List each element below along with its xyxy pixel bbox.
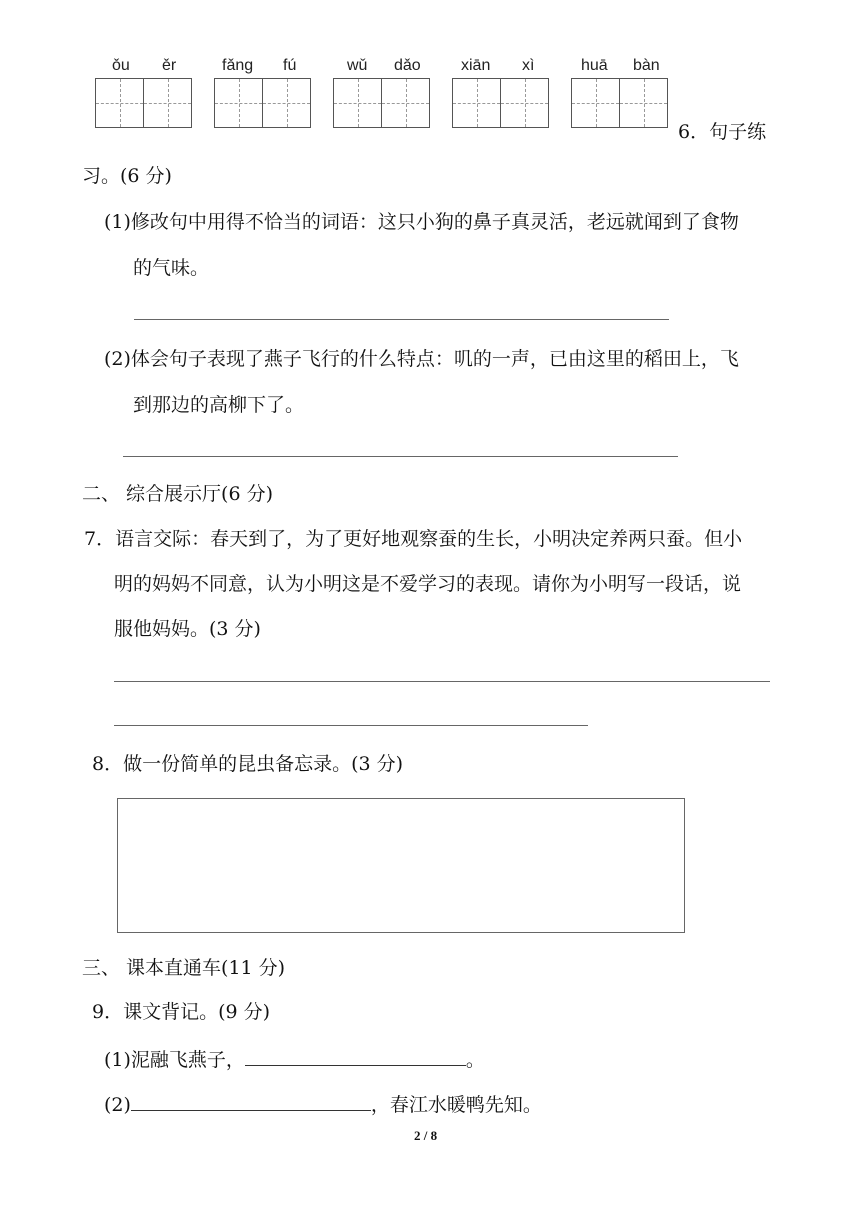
answer-line[interactable] — [114, 725, 588, 726]
question-6-sub1-cont: 的气味。 — [133, 257, 210, 279]
writing-grid[interactable] — [333, 78, 429, 130]
question-7-cont: 服他妈妈。(3 分) — [114, 618, 261, 640]
fill-blank[interactable] — [245, 1045, 466, 1066]
writing-grid[interactable] — [214, 78, 310, 130]
question-6-sub2: (2)体会句子表现了燕子飞行的什么特点：叽的一声，已由这里的稻田上，飞 — [104, 348, 739, 370]
grid-cell[interactable] — [262, 78, 311, 128]
page-number: 2 / 8 — [414, 1128, 438, 1143]
grid-cell[interactable] — [571, 78, 620, 128]
pinyin-syllable: ǒu — [112, 57, 130, 74]
grid-cell[interactable] — [333, 78, 382, 128]
question-9-sub2 — [104, 1090, 542, 1118]
grid-cell[interactable] — [381, 78, 430, 128]
poem-line-prefix: (1)泥融飞燕子， — [104, 1049, 245, 1071]
question-8: 8．做一份简单的昆虫备忘录。(3 分) — [92, 753, 404, 775]
fill-blank[interactable] — [131, 1090, 371, 1111]
grid-cell[interactable] — [619, 78, 668, 128]
poem-line-suffix: ，春江水暖鸭先知。 — [370, 1094, 542, 1116]
pinyin-syllable: fǎng — [222, 57, 254, 74]
question-9-sub1 — [104, 1045, 485, 1073]
question-9: 9．课文背记。(9 分) — [92, 1001, 271, 1023]
pinyin-syllable: fú — [283, 57, 297, 74]
writing-grid[interactable] — [452, 78, 548, 130]
question-7: 7．语言交际：春天到了，为了更好地观察蚕的生长，小明决定养两只蚕。但小 — [84, 528, 743, 550]
grid-cell[interactable] — [452, 78, 501, 128]
poem-line-prefix: (2) — [104, 1094, 131, 1116]
question-6-label-cont: 习。(6 分) — [82, 165, 172, 187]
question-6-label: 6．句子练 — [678, 121, 767, 143]
question-6-sub2-cont: 到那边的高柳下了。 — [133, 394, 305, 416]
pinyin-syllable: ěr — [162, 57, 177, 74]
answer-line[interactable] — [123, 456, 678, 457]
grid-cell[interactable] — [95, 78, 144, 128]
answer-line[interactable] — [134, 319, 669, 320]
grid-cell[interactable] — [143, 78, 192, 128]
pinyin-syllable: wǔ — [347, 57, 368, 74]
question-7-cont: 明的妈妈不同意，认为小明这是不爱学习的表现。请你为小明写一段话，说 — [114, 573, 742, 595]
pinyin-syllable: huā — [581, 57, 608, 74]
answer-line[interactable] — [114, 681, 770, 682]
section-3-title: 三、 课本直通车(11 分) — [82, 957, 286, 979]
writing-grid[interactable] — [571, 78, 667, 130]
question-6-sub1: (1)修改句中用得不恰当的词语：这只小狗的鼻子真灵活，老远就闻到了食物 — [104, 211, 739, 233]
writing-grid[interactable] — [95, 78, 191, 130]
grid-cell[interactable] — [214, 78, 263, 128]
grid-cell[interactable] — [500, 78, 549, 128]
pinyin-syllable: bàn — [633, 57, 660, 74]
pinyin-syllable: xiān — [461, 57, 491, 74]
section-2-title: 二、 综合展示厅(6 分) — [82, 483, 273, 505]
memo-answer-box[interactable] — [117, 798, 685, 933]
pinyin-syllable: xì — [522, 57, 535, 74]
poem-line-suffix: 。 — [465, 1049, 485, 1071]
pinyin-syllable: dǎo — [394, 57, 421, 74]
